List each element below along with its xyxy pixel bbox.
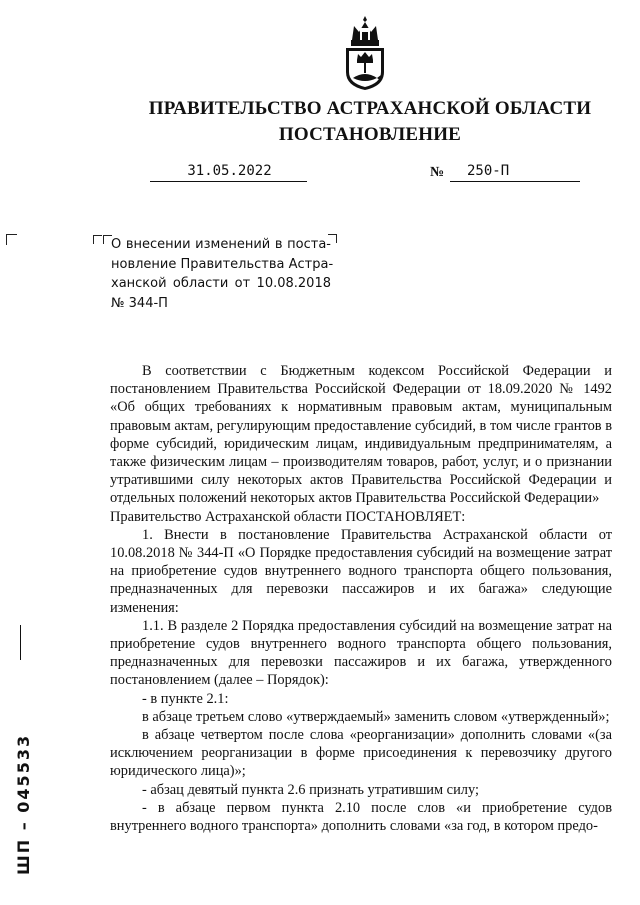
decree-date: 31.05.2022 — [187, 163, 272, 179]
subject-line: № 344-П — [111, 295, 168, 311]
government-title: ПРАВИТЕЛЬСТВО АСТРАХАНСКОЙ ОБЛАСТИ — [148, 98, 592, 119]
resolve-line: Правительство Астраханской области ПОСТАНОВЛЯЕТ: — [110, 508, 466, 525]
item-2-1-a: в абзаце третьем слово «утверждаемый» заменить словом «утвержденный»; — [142, 708, 610, 725]
corner-mark — [6, 234, 17, 245]
margin-mark — [20, 625, 21, 660]
number-underline — [450, 181, 580, 182]
paragraph-1-1: 1.1. В разделе 2 Порядка предоставления субсидий на возмещение затрат на приобретение судов внутреннего водного транспорта общего пользования, предназначенных для перевозки пассажиров и их багажа, утвержденного постановлением (далее – Порядок): — [110, 617, 612, 689]
decree-body — [110, 362, 612, 835]
form-serial-number: ШП – 045533 — [14, 733, 33, 875]
item-2-10: - в абзаце первом пункта 2.10 после слов «и приобретение судов внутреннего водного транспорта» дополнить словами «за год, в котором предо- — [110, 799, 612, 835]
number-sign: № — [430, 165, 445, 180]
preamble-paragraph: В соответствии с Бюджетным кодексом Российской Федерации и постановлением Правительства Российской Федерации от 18.09.2020 № 1492 «Об общих требованиях к нормативным правовым актам, муниципальным правовым актам, регулирующим предоставление субсидий, в том числе грантов в форме субсидий, юридическим лицам, индивидуальным предпринимателям, а также физическим лицам – производителям товаров, работ, услуг, и о признании утратившими силу некоторых актов Правительства Российской Федерации и отдельных положений некоторых актов Правительства Российской Федерации» — [110, 363, 612, 507]
item-2-1-b: в абзаце четвертом после слова «реорганизации» дополнить словами «(за исключением реорганизации в форме присоединения к перевозчику другого юридического лица)»; — [110, 727, 612, 780]
subject-line: новление Правительства Астра- — [111, 256, 334, 272]
astrakhan-coat-of-arms-icon — [340, 14, 390, 92]
subject-line: О внесении изменений в поста- — [111, 237, 331, 252]
corner-mark — [93, 235, 102, 244]
decree-number: 250-П — [467, 163, 510, 179]
item-2-1: - в пункте 2.1: — [142, 690, 229, 707]
decree-subject — [111, 235, 334, 313]
paragraph-1: 1. Внести в постановление Правительства Астраханской области от 10.08.2018 № 344-П «О Порядке предоставления субсидий на возмещение затрат на приобретение судов внутреннего водного транспорта общего пользования, предназначенных для перевозки пассажиров и их багажа» следующие изменения: — [110, 526, 612, 616]
date-underline — [150, 181, 307, 182]
subject-line: ханской области от 10.08.2018 — [111, 276, 331, 291]
document-type-title: ПОСТАНОВЛЕНИЕ — [278, 124, 462, 145]
item-2-6: - абзац девятый пункта 2.6 признать утратившим силу; — [142, 781, 479, 798]
